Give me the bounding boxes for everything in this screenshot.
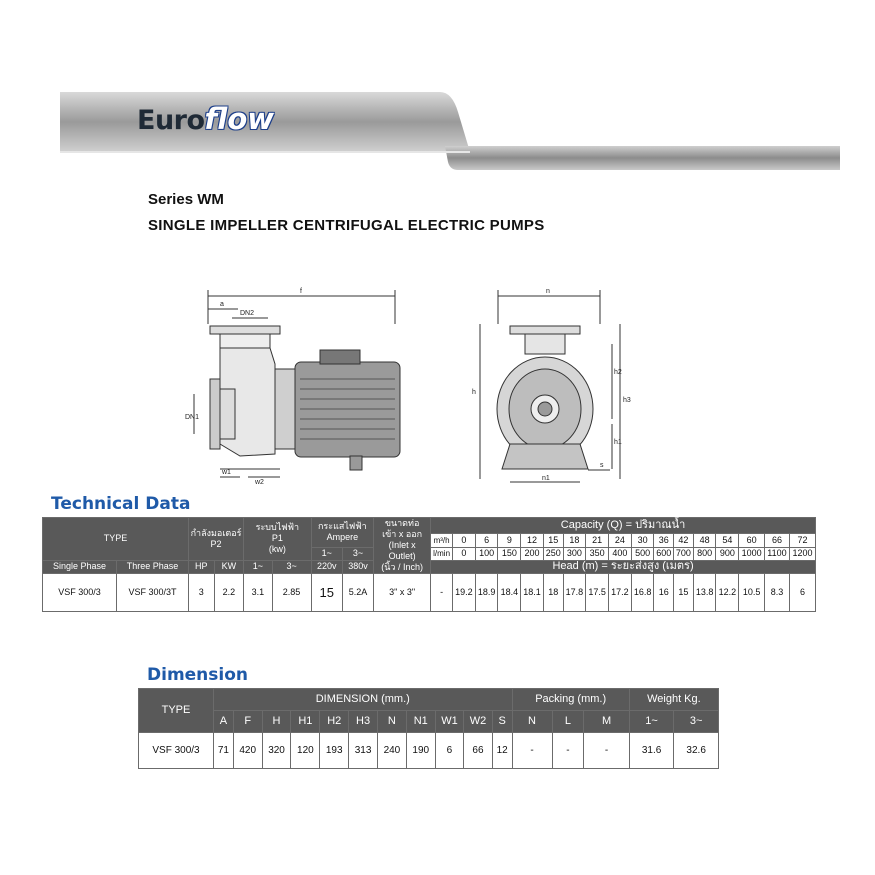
th-hp: HP: [188, 560, 214, 573]
q-m3h-cell: 24: [609, 534, 632, 547]
th-power-in: [244, 518, 311, 561]
th-1-phase: 1~: [244, 560, 272, 573]
pack-cell: -: [512, 733, 552, 769]
q-m3h-cell: 60: [739, 534, 765, 547]
weight-cell: 32.6: [674, 733, 719, 769]
head-cell: 17.2: [609, 574, 632, 612]
th-dim-col: W1: [435, 711, 464, 733]
q-m3h-cell: 42: [674, 534, 694, 547]
q-lmin-cell: 800: [693, 547, 716, 560]
q-m3h-cell: 0: [453, 534, 476, 547]
q-lmin-cell: 300: [563, 547, 586, 560]
th-motor-power-th: กำลังมอเตอร์: [190, 527, 242, 538]
th-dim-col: W2: [464, 711, 493, 733]
th-weight-col: 1~: [629, 711, 674, 733]
dim-label-dn1: DN1: [185, 414, 200, 421]
th-packing: Packing (mm.): [512, 689, 629, 711]
th-inch: (นิ้ว / Inch): [381, 562, 423, 572]
th-kw: KW: [214, 560, 243, 573]
th-head: Head (m) = ระยะส่งสูง (เมตร): [431, 560, 816, 573]
weight-cell: 31.6: [629, 733, 674, 769]
product-subtitle: SINGLE IMPELLER CENTRIFUGAL ELECTRIC PUMPS: [148, 217, 545, 234]
head-cell: 13.8: [693, 574, 716, 612]
cell-p1-single: 3.1: [244, 574, 272, 612]
dim-cell: 120: [291, 733, 320, 769]
th-three-phase: Three Phase: [117, 560, 189, 573]
th-weight: Weight Kg.: [629, 689, 718, 711]
head-cell: 18.1: [521, 574, 544, 612]
dim-cell: 6: [435, 733, 464, 769]
dim-label-w2: w2: [255, 479, 264, 486]
th-dim-type: TYPE: [139, 689, 214, 733]
q-lmin-cell: 1100: [765, 547, 790, 560]
th-inlet-outlet: (Inlet x Outlet): [388, 540, 416, 561]
cell-single-phase: VSF 300/3: [43, 574, 117, 612]
th-dim-col: H: [262, 711, 291, 733]
dim-cell: 12: [492, 733, 512, 769]
cell-kw: 2.2: [214, 574, 243, 612]
cell-p1-three: 2.85: [272, 574, 311, 612]
th-current-th: กระแสไฟฟ้า: [317, 521, 367, 532]
cell-hp: 3: [188, 574, 214, 612]
q-lmin-cell: 1200: [789, 547, 815, 560]
cell-dim-type: VSF 300/3: [139, 733, 214, 769]
q-m3h-cell: 9: [498, 534, 521, 547]
dim-label-a: a: [220, 301, 224, 308]
q-lmin-cell: 200: [521, 547, 544, 560]
th-weight-col: 3~: [674, 711, 719, 733]
head-cell: 18.4: [498, 574, 521, 612]
head-cell: 18.9: [475, 574, 498, 612]
q-m3h-cell: 15: [543, 534, 563, 547]
dim-cell: 193: [320, 733, 349, 769]
q-lmin-cell: 100: [475, 547, 498, 560]
dim-label-f: f: [300, 288, 302, 295]
pack-cell: -: [584, 733, 629, 769]
th-capacity: Capacity (Q) = ปริมาณน้ำ: [431, 518, 816, 534]
dim-label-s: s: [600, 462, 604, 469]
pump-technical-drawing: [180, 284, 640, 494]
head-cell: 6: [789, 574, 815, 612]
dim-label-n: n: [546, 288, 550, 295]
th-3-phase-amp: 3~: [342, 547, 373, 560]
head-cell: 12.2: [716, 574, 739, 612]
q-m3h-cell: 54: [716, 534, 739, 547]
dim-cell: 240: [377, 733, 406, 769]
th-dimension: DIMENSION (mm.): [214, 689, 513, 711]
series-title: Series WM: [148, 191, 224, 208]
th-motor-power: [188, 518, 243, 561]
q-m3h-cell: 48: [693, 534, 716, 547]
head-cell: 10.5: [739, 574, 765, 612]
dim-label-n1: n1: [542, 475, 550, 482]
th-pack-col: L: [552, 711, 584, 733]
th-1-phase-amp: 1~: [311, 547, 342, 560]
head-cell: 17.8: [563, 574, 586, 612]
head-cell: 17.5: [586, 574, 609, 612]
dim-label-h: h: [472, 389, 476, 396]
th-lmin: l/min: [431, 547, 453, 560]
brand-logo-flow: flow: [204, 102, 275, 136]
cell-amp-380: 5.2A: [342, 574, 373, 612]
q-m3h-cell: 6: [475, 534, 498, 547]
q-m3h-cell: 72: [789, 534, 815, 547]
th-dim-col: N1: [406, 711, 435, 733]
dim-cell: 190: [406, 733, 435, 769]
dim-label-h3: h3: [623, 397, 631, 404]
pack-cell: -: [552, 733, 584, 769]
th-dim-col: H1: [291, 711, 320, 733]
dimension-table: [138, 688, 719, 769]
cell-three-phase: VSF 300/3T: [117, 574, 189, 612]
th-dim-col: H3: [349, 711, 378, 733]
q-m3h-cell: 30: [631, 534, 654, 547]
th-dim-col: H2: [320, 711, 349, 733]
brand-logo: [137, 102, 274, 136]
dim-label-w1: w1: [222, 469, 231, 476]
th-kw-unit: (kw): [268, 544, 286, 555]
th-size: [374, 518, 431, 574]
q-m3h-cell: 21: [586, 534, 609, 547]
q-m3h-cell: 12: [521, 534, 544, 547]
q-m3h-cell: 66: [765, 534, 790, 547]
th-dim-col: N: [377, 711, 406, 733]
th-220v: 220v: [311, 560, 342, 573]
th-pack-col: N: [512, 711, 552, 733]
th-m3h: m³/h: [431, 534, 453, 547]
q-lmin-cell: 900: [716, 547, 739, 560]
th-p1: P1: [271, 533, 283, 544]
th-inlet-outlet-th: เข้า x ออก: [382, 529, 423, 539]
q-lmin-cell: 250: [543, 547, 563, 560]
th-dim-col: S: [492, 711, 512, 733]
head-cell: 15: [674, 574, 694, 612]
th-type: TYPE: [43, 518, 189, 561]
dim-cell: 320: [262, 733, 291, 769]
th-3-phase: 3~: [272, 560, 311, 573]
head-cell: 16.8: [631, 574, 654, 612]
q-m3h-cell: 36: [654, 534, 674, 547]
q-m3h-cell: 18: [563, 534, 586, 547]
cell-dash: -: [431, 574, 453, 612]
q-lmin-cell: 1000: [739, 547, 765, 560]
cell-amp-220: 15: [311, 574, 342, 612]
q-lmin-cell: 150: [498, 547, 521, 560]
th-size-th: ขนาดท่อ: [384, 518, 420, 528]
head-cell: 16: [654, 574, 674, 612]
q-lmin-cell: 600: [654, 547, 674, 560]
dim-cell: 71: [214, 733, 234, 769]
dim-label-h1: h1: [614, 439, 622, 446]
q-lmin-cell: 350: [586, 547, 609, 560]
th-current: [311, 518, 374, 548]
cell-size: 3" x 3": [374, 574, 431, 612]
th-380v: 380v: [342, 560, 373, 573]
dim-label-dn2: DN2: [240, 310, 255, 317]
th-power-in-th: ระบบไฟฟ้า: [255, 522, 300, 533]
th-ampere: Ampere: [326, 532, 359, 543]
q-lmin-cell: 400: [609, 547, 632, 560]
head-cell: 8.3: [765, 574, 790, 612]
dim-cell: 313: [349, 733, 378, 769]
dim-label-h2: h2: [614, 369, 622, 376]
technical-data-title: Technical Data: [51, 494, 191, 514]
q-lmin-cell: 0: [453, 547, 476, 560]
head-cell: 19.2: [453, 574, 476, 612]
th-dim-col: A: [214, 711, 234, 733]
q-lmin-cell: 500: [631, 547, 654, 560]
th-p2: P2: [210, 538, 222, 549]
th-dim-col: F: [233, 711, 262, 733]
head-cell: 18: [543, 574, 563, 612]
q-lmin-cell: 700: [674, 547, 694, 560]
dim-cell: 66: [464, 733, 493, 769]
technical-data-table: [42, 517, 816, 612]
dimension-title: Dimension: [147, 665, 249, 685]
brand-logo-euro: Euro: [137, 105, 205, 136]
th-single-phase: Single Phase: [43, 560, 117, 573]
th-pack-col: M: [584, 711, 629, 733]
dim-cell: 420: [233, 733, 262, 769]
